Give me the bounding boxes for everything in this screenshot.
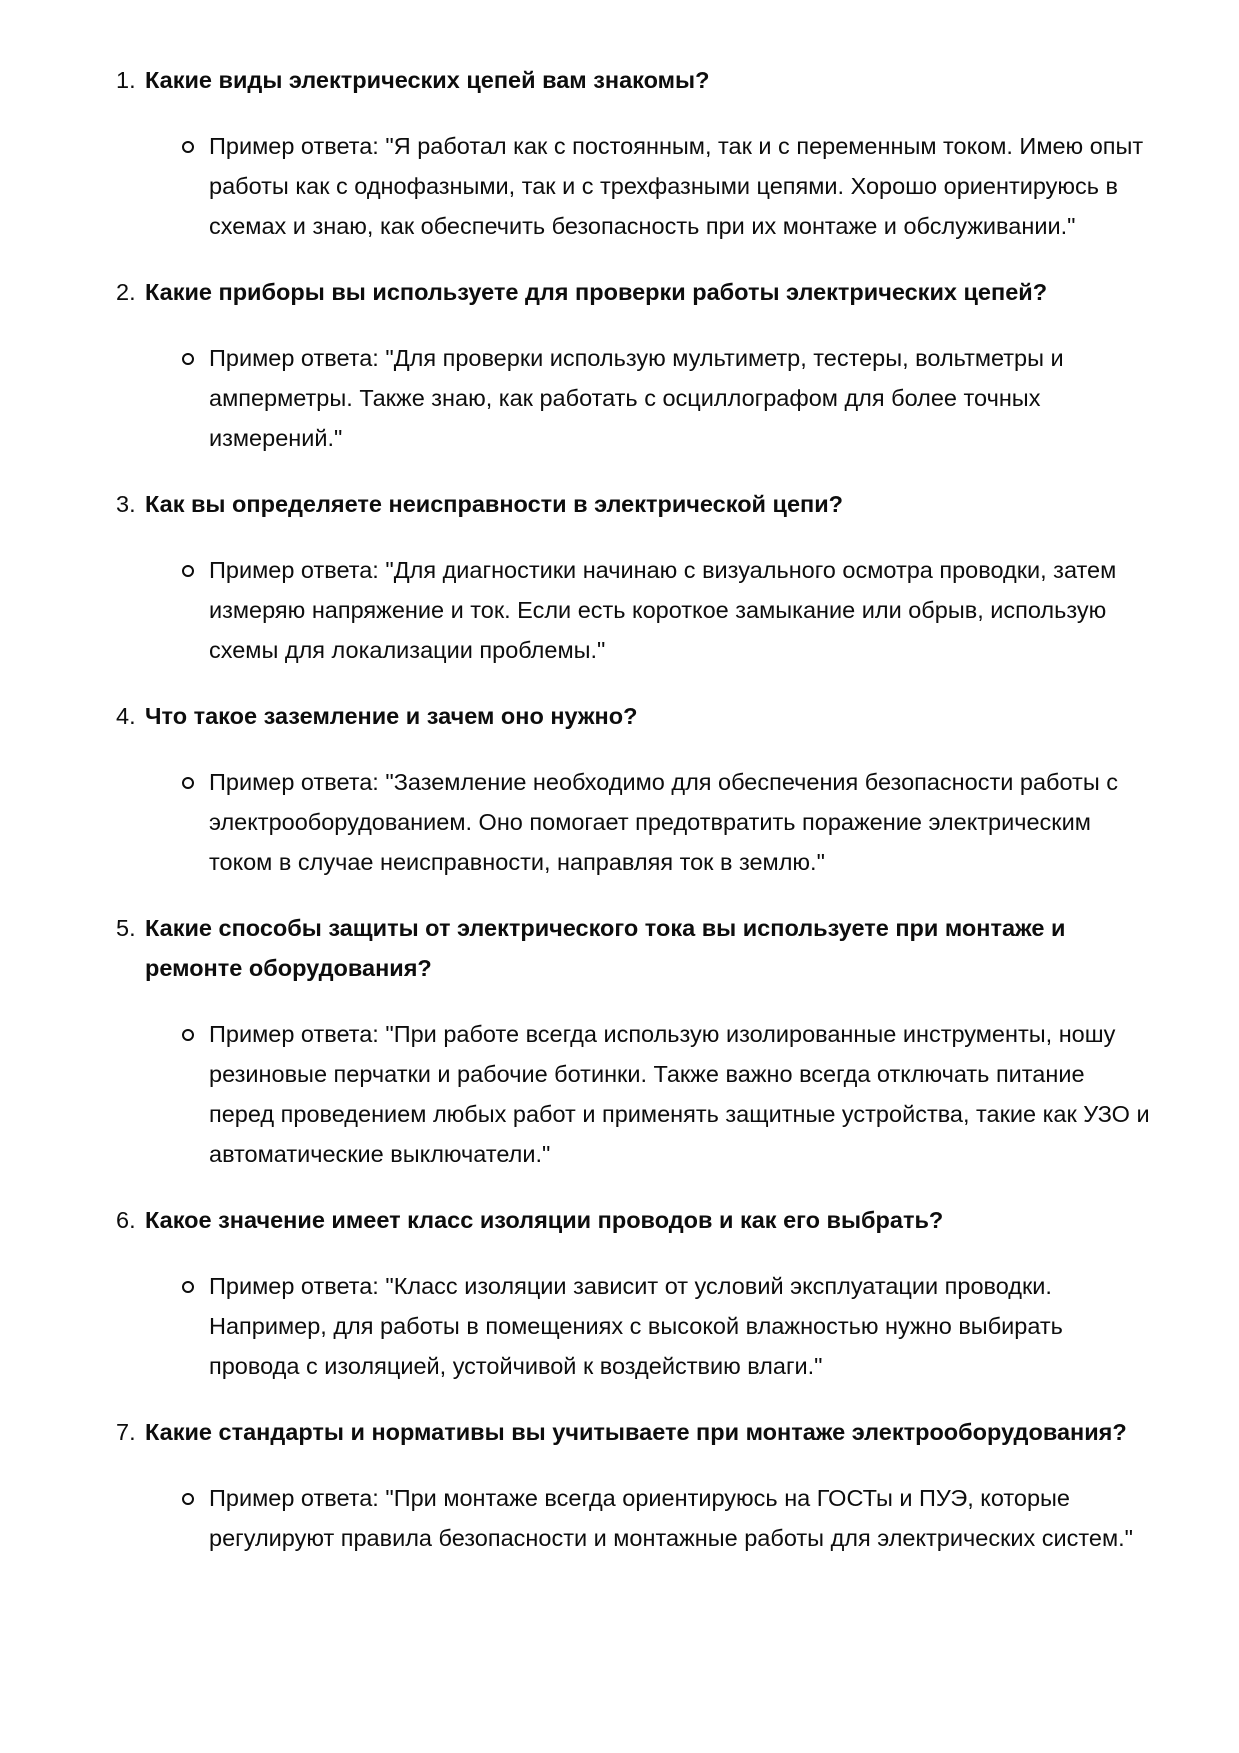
answer-bullet — [145, 762, 1154, 882]
question-text: Какие виды электрических цепей вам знакомы? — [145, 67, 710, 93]
circle-bullet-icon — [182, 353, 194, 365]
question-item — [0, 696, 1155, 882]
question-item — [0, 60, 1155, 246]
answer-text: Пример ответа: "Я работал как с постоянным, так и с переменным током. Имею опыт работы как с однофазными, так и с трехфазными цепями. Хорошо ориентируюсь в схемах и знаю, как обеспечить безопасность при их монтаже и обслуживании." — [209, 133, 1144, 239]
answer-text: Пример ответа: "Для проверки использую мультиметр, тестеры, вольтметры и амперметры. Также знаю, как работать с осциллографом для более точных измерений." — [209, 345, 1064, 451]
question-list — [0, 60, 1239, 1584]
answer-bullet — [145, 550, 1154, 670]
answer-bullet — [145, 338, 1154, 458]
question-text: Как вы определяете неисправности в электрической цепи? — [145, 491, 844, 517]
answer-bullet — [145, 126, 1154, 246]
answer-text: Пример ответа: "Класс изоляции зависит от условий эксплуатации проводки. Например, для работы в помещениях с высокой влажностью нужно выбирать провода с изоляцией, устойчивой к воздействию влаги." — [209, 1273, 1063, 1379]
question-text: Что такое заземление и зачем оно нужно? — [145, 703, 638, 729]
answer-bullet — [145, 1014, 1154, 1174]
item-number: 5. — [116, 915, 136, 941]
item-number: 3. — [116, 491, 136, 517]
answer-bullet — [145, 1266, 1154, 1386]
item-number: 7. — [116, 1419, 136, 1445]
answer-bullet — [145, 1478, 1154, 1558]
answer-text: Пример ответа: "Заземление необходимо для обеспечения безопасности работы с электрооборудованием. Оно помогает предотвратить поражение электрическим током в случае неисправности, направляя ток в землю." — [209, 769, 1118, 875]
question-item — [0, 272, 1155, 458]
answer-text: Пример ответа: "Для диагностики начинаю с визуального осмотра проводки, затем измеряю напряжение и ток. Если есть короткое замыкание или обрыв, использую схемы для локализации проблемы." — [209, 557, 1117, 663]
item-number: 1. — [116, 67, 136, 93]
question-text: Какие стандарты и нормативы вы учитываете при монтаже электрооборудования? — [145, 1419, 1127, 1445]
question-item — [0, 908, 1155, 1174]
circle-bullet-icon — [182, 1029, 194, 1041]
circle-bullet-icon — [182, 565, 194, 577]
question-item — [0, 1412, 1155, 1558]
item-number: 2. — [116, 279, 136, 305]
item-number: 4. — [116, 703, 136, 729]
question-text: Какие приборы вы используете для проверки работы электрических цепей? — [145, 279, 1048, 305]
circle-bullet-icon — [182, 1281, 194, 1293]
circle-bullet-icon — [182, 777, 194, 789]
question-item — [0, 484, 1155, 670]
question-text: Какое значение имеет класс изоляции проводов и как его выбрать? — [145, 1207, 944, 1233]
question-text: Какие способы защиты от электрического тока вы используете при монтаже и ремонте оборудования? — [145, 915, 1066, 981]
item-number: 6. — [116, 1207, 136, 1233]
question-item — [0, 1200, 1155, 1386]
circle-bullet-icon — [182, 141, 194, 153]
answer-text: Пример ответа: "При работе всегда использую изолированные инструменты, ношу резиновые перчатки и рабочие ботинки. Также важно всегда отключать питание перед проведением любых работ и применять защитные устройства, такие как УЗО и автоматические выключатели." — [209, 1021, 1150, 1167]
answer-text: Пример ответа: "При монтаже всегда ориентируюсь на ГОСТы и ПУЭ, которые регулируют правила безопасности и монтажные работы для электрических систем." — [209, 1485, 1133, 1551]
circle-bullet-icon — [182, 1493, 194, 1505]
